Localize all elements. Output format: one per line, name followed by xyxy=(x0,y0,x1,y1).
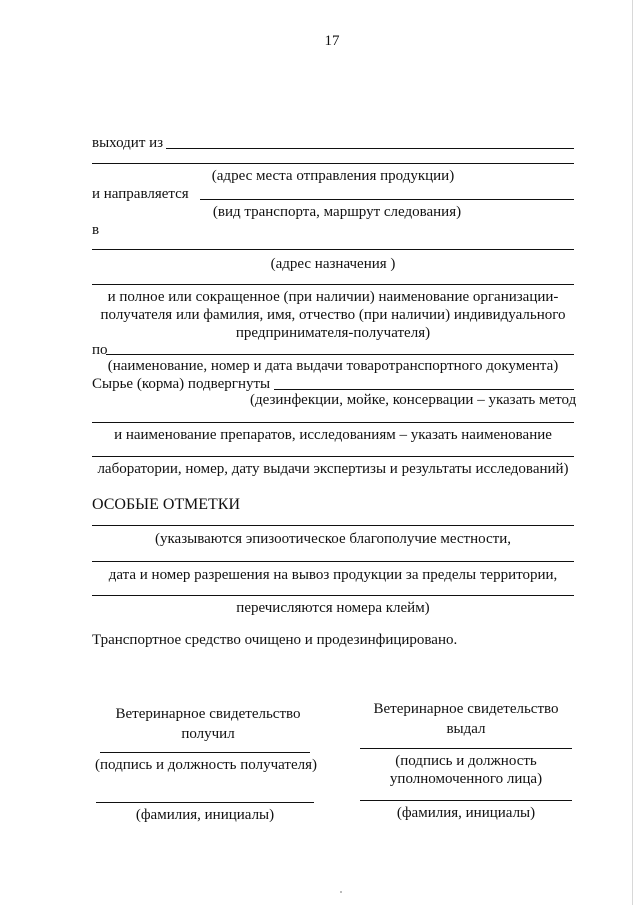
special-notes-caption-3: перечисляются номера клейм) xyxy=(236,600,430,616)
issued-title: Ветеринарное свидетельство выдал xyxy=(373,701,559,737)
departure-address-caption: (адрес места отправления продукции) xyxy=(211,168,455,184)
issued-name-line xyxy=(360,800,572,801)
laboratory-line xyxy=(92,456,574,457)
raw-materials-label: Сырье (корма) подвергнуты xyxy=(92,376,271,392)
special-notes-heading: ОСОБЫЕ ОТМЕТКИ xyxy=(92,496,241,513)
special-notes-line-3 xyxy=(92,595,574,596)
destination-prefix: в xyxy=(92,222,100,238)
issued-sign-caption: (подпись и должность уполномоченного лица) xyxy=(389,753,543,787)
disinfection-caption: (дезинфекции, мойке, консервации – указать метод xyxy=(250,392,577,408)
transport-line xyxy=(200,199,574,200)
document-caption: (наименование, номер и дата выдачи товаротранспортного документа) xyxy=(107,358,559,374)
departure-address-line-2 xyxy=(92,163,574,164)
laboratory-caption: лаборатории, номер, дату выдачи экспертизы и результаты исследований) xyxy=(97,461,569,477)
departs-from-label: выходит из xyxy=(92,135,164,151)
vehicle-statement: Транспортное средство очищено и продезинфицировано. xyxy=(92,632,458,648)
received-title: Ветеринарное свидетельство получил xyxy=(115,706,301,742)
received-name-line xyxy=(96,802,314,803)
raw-materials-line xyxy=(274,389,574,390)
destination-caption: (адрес назначения ) xyxy=(270,256,396,272)
special-notes-line-1 xyxy=(92,525,574,526)
issued-name-caption: (фамилия, инициалы) xyxy=(396,805,536,821)
issued-signature-line xyxy=(360,748,572,749)
scan-edge xyxy=(632,0,633,905)
special-notes-caption-1: (указываются эпизоотическое благополучие местности, xyxy=(155,531,511,547)
scan-speck xyxy=(340,891,342,893)
document-prefix: по xyxy=(92,342,108,358)
document-line xyxy=(106,354,574,355)
transport-caption: (вид транспорта, маршрут следования) xyxy=(212,204,462,220)
destination-line xyxy=(92,249,574,250)
departure-address-line xyxy=(166,148,574,149)
received-sign-caption: (подпись и должность получателя) xyxy=(94,757,317,773)
received-name-caption: (фамилия, инициалы) xyxy=(135,807,275,823)
special-notes-line-2 xyxy=(92,561,574,562)
heading-to-label: и направляется xyxy=(92,186,189,202)
preparations-caption: и наименование препаратов, исследованиям – указать наименование xyxy=(114,427,552,443)
page-number: 17 xyxy=(324,33,340,49)
received-signature-line xyxy=(100,752,310,753)
special-notes-caption-2: дата и номер разрешения на вывоз продукции за пределы территории, xyxy=(108,567,558,583)
recipient-caption: и полное или сокращенное (при наличии) наименование организации-получателя или фамилия, имя, отчество (при наличии) индивидуального предпринимателя-получателя) xyxy=(100,289,566,341)
recipient-line xyxy=(92,284,574,285)
preparations-line xyxy=(92,422,574,423)
